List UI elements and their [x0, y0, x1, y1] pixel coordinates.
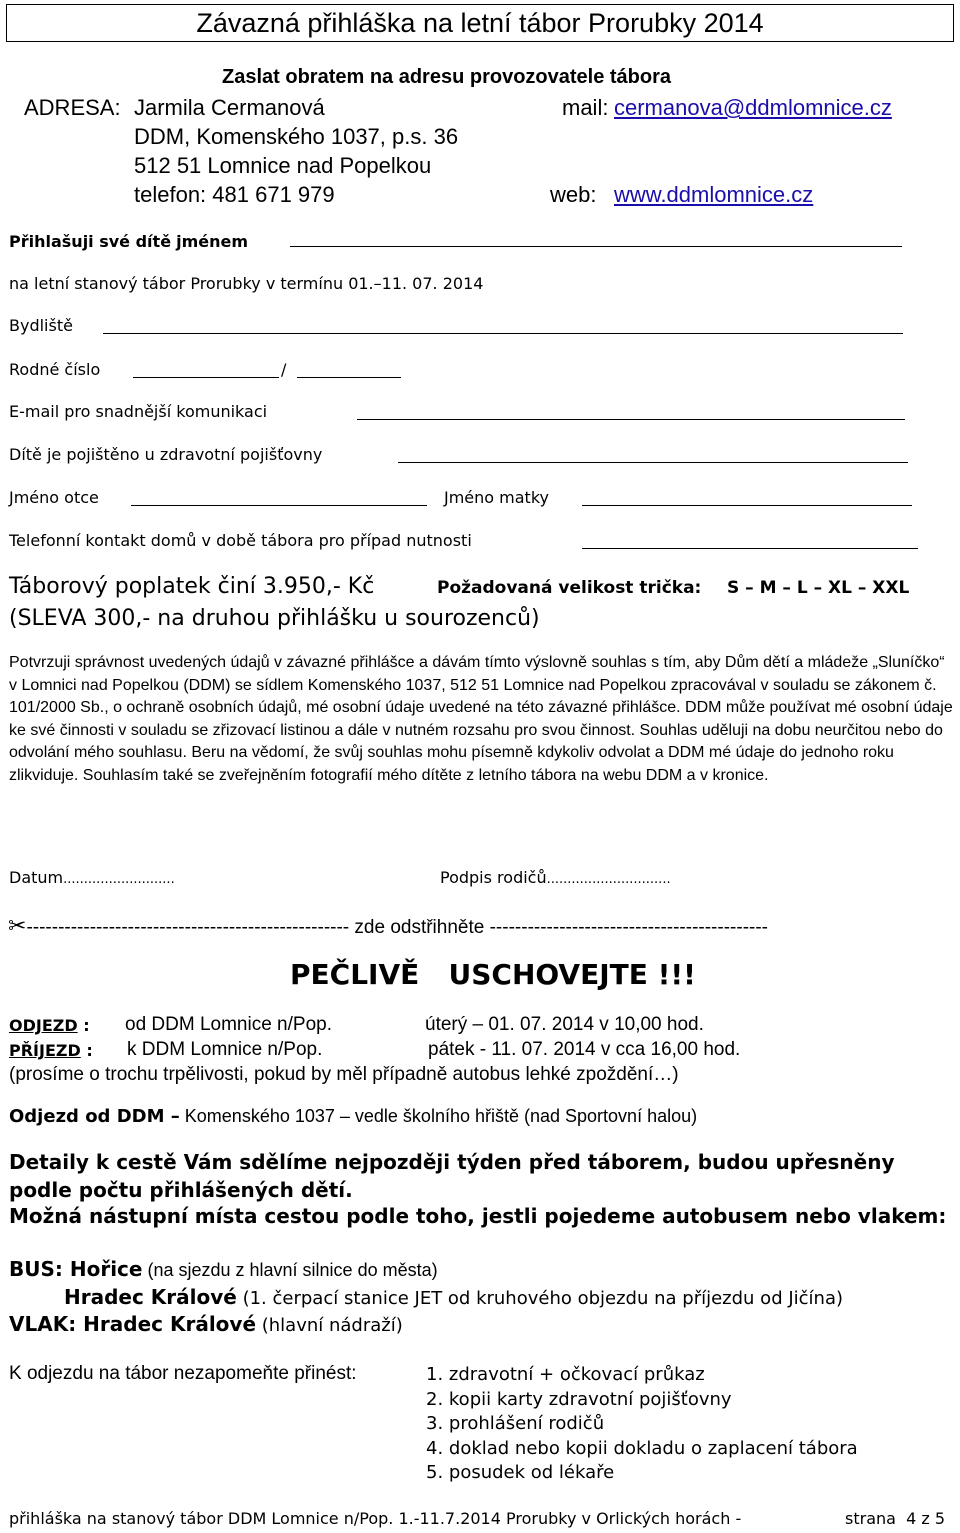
bus-second-note: (1. čerpací stanice JET od kruhového objezdu na příjezdu od Jičína) — [236, 1288, 844, 1309]
insurance-field[interactable] — [398, 462, 908, 463]
departure-time: úterý – 01. 07. 2014 v 10,00 hod. — [425, 1014, 704, 1035]
train-line — [9, 1312, 403, 1336]
residence-label: Bydliště — [9, 316, 73, 335]
bus-second-line — [64, 1285, 843, 1309]
page-title: Závazná přihláška na letní tábor Prorubky 2014 — [196, 8, 764, 38]
father-label: Jméno otce — [9, 488, 99, 507]
departure-place-bold: Odjezd od DDM – — [9, 1106, 180, 1127]
mother-field[interactable] — [582, 505, 912, 506]
tshirt-label: Požadovaná velikost trička: — [437, 578, 702, 598]
train-note: (hlavní nádraží) — [256, 1315, 403, 1336]
bring-item: 1. zdravotní + očkovací průkaz — [426, 1364, 705, 1385]
bring-item: 5. posudek od lékaře — [426, 1462, 615, 1484]
cut-line-left: --------------------------------------------------- — [26, 917, 350, 938]
bring-list — [426, 1363, 858, 1486]
bring-label: K odjezdu na tábor nezapomeňte přinést: — [9, 1363, 357, 1384]
cut-line-right: -------------------------------------------- — [489, 917, 769, 938]
birth-number-label: Rodné číslo — [9, 360, 101, 379]
departure-colon: : — [83, 1016, 90, 1035]
departure-label-text: ODJEZD — [9, 1016, 78, 1035]
details-text: Detaily k cestě Vám sdělíme nejpozději týden před táborem, budou upřesněny podle počtu přihlášených dětí. — [9, 1150, 895, 1202]
insurance-label: Dítě je pojištěno u zdravotní pojišťovny — [9, 445, 323, 464]
birth-number-field-2[interactable] — [297, 377, 401, 378]
child-name-label — [9, 232, 248, 251]
keep-heading — [290, 958, 696, 991]
bus-note: (na sjezdu z hlavní silnice do města) — [142, 1260, 438, 1280]
child-name-label-bold: jménem — [176, 232, 249, 251]
arrival-label — [9, 1041, 93, 1060]
bring-item: 4. doklad nebo kopii dokladu o zaplacení tábora — [426, 1437, 858, 1459]
parents-dots: .............................. — [546, 872, 671, 887]
train-label: VLAK: Hradec Králové — [9, 1312, 257, 1336]
bring-item: 3. prohlášení rodičů — [426, 1413, 605, 1435]
bus-label: BUS: Hořice — [9, 1257, 143, 1281]
birth-number-separator: / — [281, 360, 287, 379]
arrival-colon: : — [86, 1041, 93, 1060]
address-label: ADRESA: — [24, 95, 121, 120]
residence-field[interactable] — [103, 333, 903, 334]
arrival-label-text: PŘÍJEZD — [9, 1041, 81, 1060]
father-field[interactable] — [131, 505, 427, 506]
cut-line — [8, 914, 768, 939]
cut-line-text: zde odstřihněte — [354, 917, 485, 938]
arrival-time: pátek - 11. 07. 2014 v cca 16,00 hod. — [428, 1039, 741, 1060]
web-link[interactable]: www.ddmlomnice.cz — [614, 182, 814, 207]
phone-field[interactable] — [582, 548, 918, 549]
address-line1: DDM, Komenského 1037, p.s. 36 — [134, 124, 459, 149]
child-name-label-text: Přihlašuji své dítě — [9, 232, 172, 251]
address-name: Jarmila Cermanová — [134, 95, 325, 120]
date-label-text: Datum — [9, 868, 64, 887]
page-number: strana 4 z 5 — [845, 1509, 946, 1528]
consent-paragraph: Potvrzuji správnost uvedených údajů v závazné přihlášce a dávám tímto výslovně souhlas s tím, aby Dům dětí a mládeže „Sluníčko“ v Lomnici nad Popelkou (DDM) se sídlem Komenského 1037, 512 51 Lomnice nad Popelkou zpracovával v souladu se zákonem č. 101/2000 Sb., o ochraně osobních údajů, mé osobní údaje uvedené na této závazné přihlášce. DDM může používat mé osobní údaje ke své činnosti v souladu se zřizovací listinou a dále v nutném rozsahu pro svou činnost. Souhlas uděluji na dobu neurčitou nebo do odvolání mého souhlasu. Beru na vědomí, že svůj souhlas mohu písemně kdykoliv odvolat a DDM mé údaje do jednoho roku zlikviduje. Souhlasím také se zveřejněním fotografií mého dítěte z letního tábora na webu DDM a v kronice. — [9, 654, 953, 784]
boarding-title: Možná nástupní místa cestou podle toho, jestli pojedeme autobusem nebo vlakem: — [9, 1204, 947, 1228]
scissors-icon: ✂ — [8, 914, 27, 939]
bus-second-stop: Hradec Králové — [64, 1285, 237, 1309]
mail-link[interactable]: cermanova@ddmlomnice.cz — [614, 95, 892, 120]
departure-place: od DDM Lomnice n/Pop. — [125, 1014, 332, 1035]
mail-label: mail: — [562, 95, 609, 120]
tshirt-sizes: S – M – L – XL – XXL — [727, 578, 910, 598]
bring-item: 2. kopii karty zdravotní pojišťovny — [426, 1388, 732, 1410]
date-dots: ........................... — [63, 872, 175, 887]
term-label: na letní stanový tábor Prorubky v termínu 01.–11. 07. 2014 — [9, 274, 484, 293]
patience-note: (prosíme o trochu trpělivosti, pokud by měl případně autobus lehké zpoždění…) — [9, 1064, 679, 1085]
bus-line — [9, 1257, 438, 1281]
web-label: web: — [550, 182, 597, 207]
departure-place-line — [9, 1106, 697, 1127]
departure-place-text: Komenského 1037 – vedle školního hřiště (nad Sportovní halou) — [179, 1106, 698, 1126]
mother-label: Jméno matky — [444, 488, 549, 507]
send-to-heading: Zaslat obratem na adresu provozovatele tábora — [222, 66, 672, 88]
email-field[interactable] — [357, 419, 905, 420]
fee-text: Táborový poplatek činí 3.950,- Kč — [9, 574, 375, 599]
sibling-discount: (SLEVA 300,- na druhou přihlášku u sourozenců) — [9, 606, 540, 631]
email-label: E-mail pro snadnější komunikaci — [9, 402, 268, 421]
parents-signature-label — [440, 868, 671, 887]
keep-heading-text: PEČLIVĚ USCHOVEJTE !!! — [290, 958, 696, 991]
departure-label — [9, 1016, 90, 1035]
date-label — [9, 868, 175, 887]
arrival-place: k DDM Lomnice n/Pop. — [127, 1039, 323, 1060]
birth-number-field-1[interactable] — [133, 377, 279, 378]
phone-label: Telefonní kontakt domů v době tábora pro případ nutnosti — [9, 531, 472, 550]
footer-text: přihláška na stanový tábor DDM Lomnice n/Pop. 1.-11.7.2014 Prorubky v Orlických horách - — [9, 1509, 742, 1528]
parents-label-text: Podpis rodičů — [440, 868, 547, 887]
address-phone: telefon: 481 671 979 — [134, 182, 335, 207]
address-line2: 512 51 Lomnice nad Popelkou — [134, 153, 432, 178]
child-name-field[interactable] — [290, 246, 902, 247]
